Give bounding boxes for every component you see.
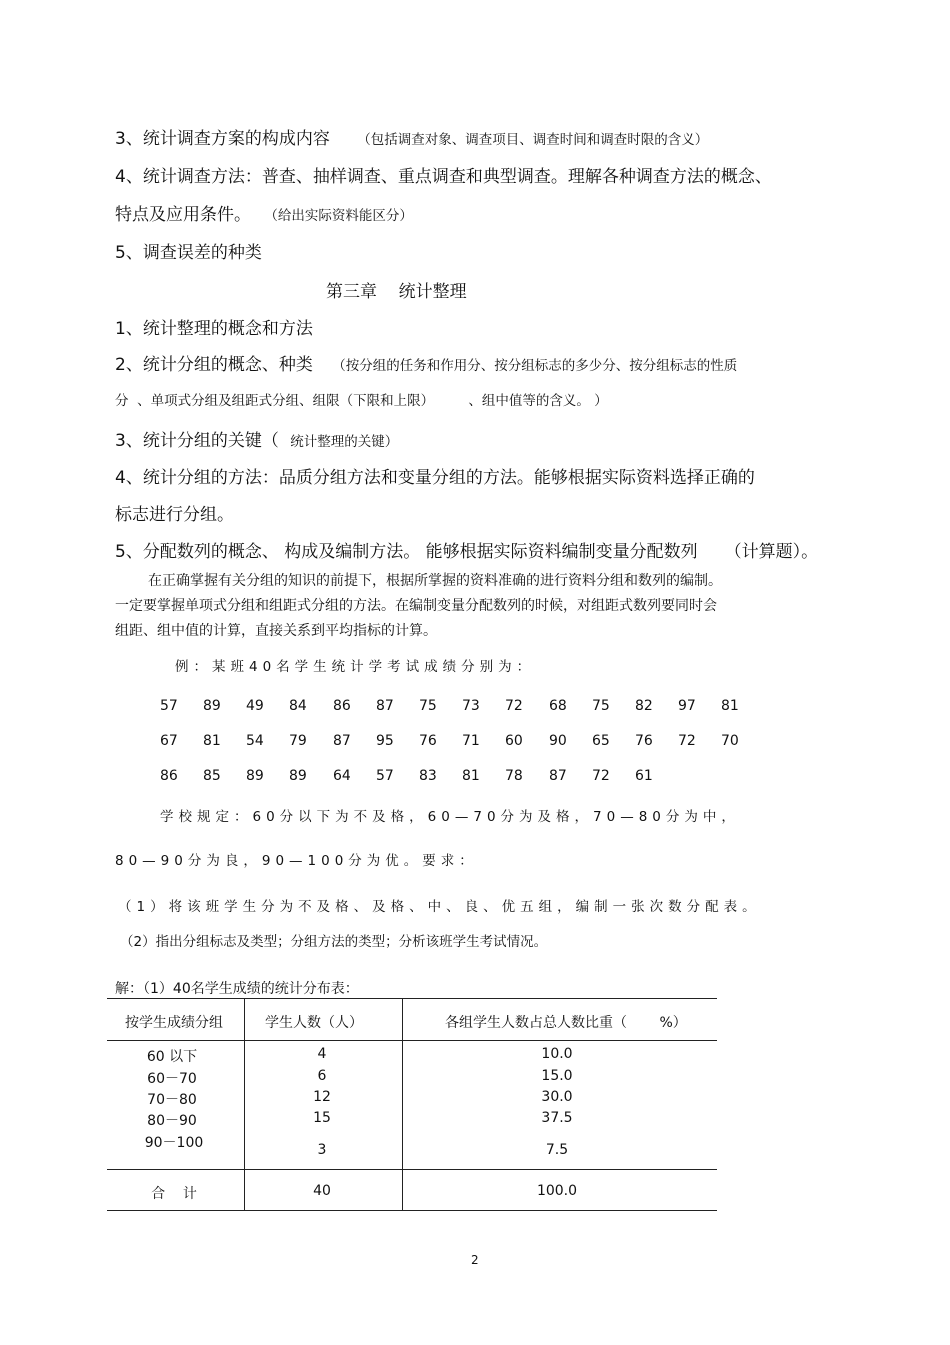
chapter-item-4-cont: 标志进行分组。 <box>115 505 234 525</box>
score: 81 <box>721 698 739 714</box>
rule-line-2: 80—90分为良，90—100分为优。要求： <box>115 853 478 869</box>
row-group: 90－100 <box>144 1135 204 1151</box>
score: 84 <box>289 698 307 714</box>
row-count: 15 <box>313 1110 331 1126</box>
score: 72 <box>505 698 523 714</box>
item-3-text: 3、统计调查方案的构成内容 <box>115 129 330 149</box>
chapter-item-2-note: （按分组的任务和作用分、按分组标志的多少分、按分组标志的性质 <box>332 358 738 374</box>
score: 97 <box>678 698 696 714</box>
score: 87 <box>549 768 567 784</box>
score: 90 <box>549 733 567 749</box>
total-count: 40 <box>313 1183 331 1199</box>
table-top-border <box>107 998 717 999</box>
header-percent <box>445 1012 687 1032</box>
score: 75 <box>419 698 437 714</box>
score: 79 <box>289 733 307 749</box>
score: 95 <box>376 733 394 749</box>
row-percent: 15.0 <box>541 1068 573 1084</box>
score: 78 <box>505 768 523 784</box>
chapter-item-2-cont: 分 、单项式分组及组距式分组、组限（下限和上限） 、组中值等的含义。 ） <box>115 393 608 409</box>
example-intro: 例：某班40名学生统计学考试成绩分别为： <box>175 659 536 675</box>
score: 70 <box>721 733 739 749</box>
item-5: 5、调查误差的种类 <box>115 243 262 263</box>
score: 85 <box>203 768 221 784</box>
rule-line-1: 学校规定：60分以下为不及格，60—70分为及格，70—80分为中， <box>160 809 740 825</box>
score: 75 <box>592 698 610 714</box>
table-total-border <box>107 1169 717 1170</box>
page-number: 2 <box>471 1253 479 1267</box>
score: 71 <box>462 733 480 749</box>
row-percent: 10.0 <box>541 1046 573 1062</box>
chapter-item-4: 4、统计分组的方法：品质分组方法和变量分组的方法。能够根据实际资料选择正确的 <box>115 468 755 488</box>
score: 67 <box>160 733 178 749</box>
requirement-1: （1）将该班学生分为不及格、及格、中、良、优五组，编制一张次数分配表。 <box>118 899 761 915</box>
row-count: 12 <box>313 1089 331 1105</box>
item-4-cont <box>115 200 413 225</box>
row-group: 60 以下 <box>146 1049 198 1065</box>
chapter-item-2 <box>115 350 737 375</box>
score: 57 <box>160 698 178 714</box>
score: 65 <box>592 733 610 749</box>
chapter-item-5: 5、分配数列的概念、 构成及编制方法。 能够根据实际资料编制变量分配数列 （计算题）。 <box>115 542 819 562</box>
header-count: 学生人数（人） <box>265 1015 363 1031</box>
table-col-divider-2 <box>402 998 403 1210</box>
score: 83 <box>419 768 437 784</box>
score: 61 <box>635 768 653 784</box>
paragraph-line-1: 在正确掌握有关分组的知识的前提下，根据所掌握的资料准确的进行资料分组和数列的编制。 <box>148 573 722 589</box>
header-percent-label: 各组学生人数占总人数比重（ <box>445 1015 627 1031</box>
item-4-cont-text: 特点及应用条件。 <box>115 205 251 225</box>
score: 89 <box>289 768 307 784</box>
paragraph-line-3: 组距、组中值的计算，直接关系到平均指标的计算。 <box>115 623 437 639</box>
score: 87 <box>376 698 394 714</box>
header-percent-unit: %） <box>659 1015 687 1031</box>
total-percent: 100.0 <box>536 1183 578 1199</box>
item-3 <box>115 124 708 149</box>
score: 86 <box>333 698 351 714</box>
total-label: 合 计 <box>151 1186 197 1202</box>
row-count: 4 <box>317 1046 327 1062</box>
row-group: 60－70 <box>147 1071 197 1087</box>
score: 81 <box>462 768 480 784</box>
paragraph-line-2: 一定要掌握单项式分组和组距式分组的方法。在编制变量分配数列的时候，对组距式数列要同时会 <box>115 598 717 614</box>
score: 86 <box>160 768 178 784</box>
row-group: 70－80 <box>147 1092 197 1108</box>
table-header-border <box>107 1040 717 1041</box>
score: 72 <box>592 768 610 784</box>
score: 73 <box>462 698 480 714</box>
chapter-heading: 第三章 统计整理 <box>326 282 467 302</box>
item-3-note: （包括调查对象、调查项目、调查时间和调查时限的含义） <box>357 132 709 148</box>
chapter-item-2-text: 2、统计分组的概念、种类 <box>115 355 313 375</box>
score: 60 <box>505 733 523 749</box>
score: 76 <box>635 733 653 749</box>
item-4: 4、统计调查方法：普查、抽样调查、重点调查和典型调查。理解各种调查方法的概念、 <box>115 167 772 187</box>
score: 76 <box>419 733 437 749</box>
score: 81 <box>203 733 221 749</box>
score: 89 <box>203 698 221 714</box>
score: 87 <box>333 733 351 749</box>
row-percent: 30.0 <box>541 1089 573 1105</box>
score: 72 <box>678 733 696 749</box>
score: 54 <box>246 733 264 749</box>
row-percent: 7.5 <box>545 1142 569 1158</box>
row-count: 6 <box>317 1068 327 1084</box>
chapter-item-3-note: 统计整理的关键） <box>290 434 399 450</box>
score: 82 <box>635 698 653 714</box>
row-count: 3 <box>317 1142 327 1158</box>
chapter-item-1: 1、统计整理的概念和方法 <box>115 319 313 339</box>
requirement-2: （2）指出分组标志及类型；分组方法的类型；分析该班学生考试情况。 <box>120 934 548 950</box>
header-group: 按学生成绩分组 <box>125 1015 223 1031</box>
item-4-cont-note: （给出实际资料能区分） <box>264 208 413 224</box>
score: 64 <box>333 768 351 784</box>
row-percent: 37.5 <box>541 1110 573 1126</box>
score: 49 <box>246 698 264 714</box>
row-group: 80－90 <box>147 1113 197 1129</box>
solution-heading: 解：（1）40名学生成绩的统计分布表： <box>115 981 359 997</box>
chapter-item-3-text: 3、统计分组的关键（ <box>115 431 279 451</box>
score: 89 <box>246 768 264 784</box>
score: 68 <box>549 698 567 714</box>
table-bottom-border <box>107 1210 717 1211</box>
chapter-item-3 <box>115 426 398 451</box>
score: 57 <box>376 768 394 784</box>
table-col-divider-1 <box>244 998 245 1210</box>
